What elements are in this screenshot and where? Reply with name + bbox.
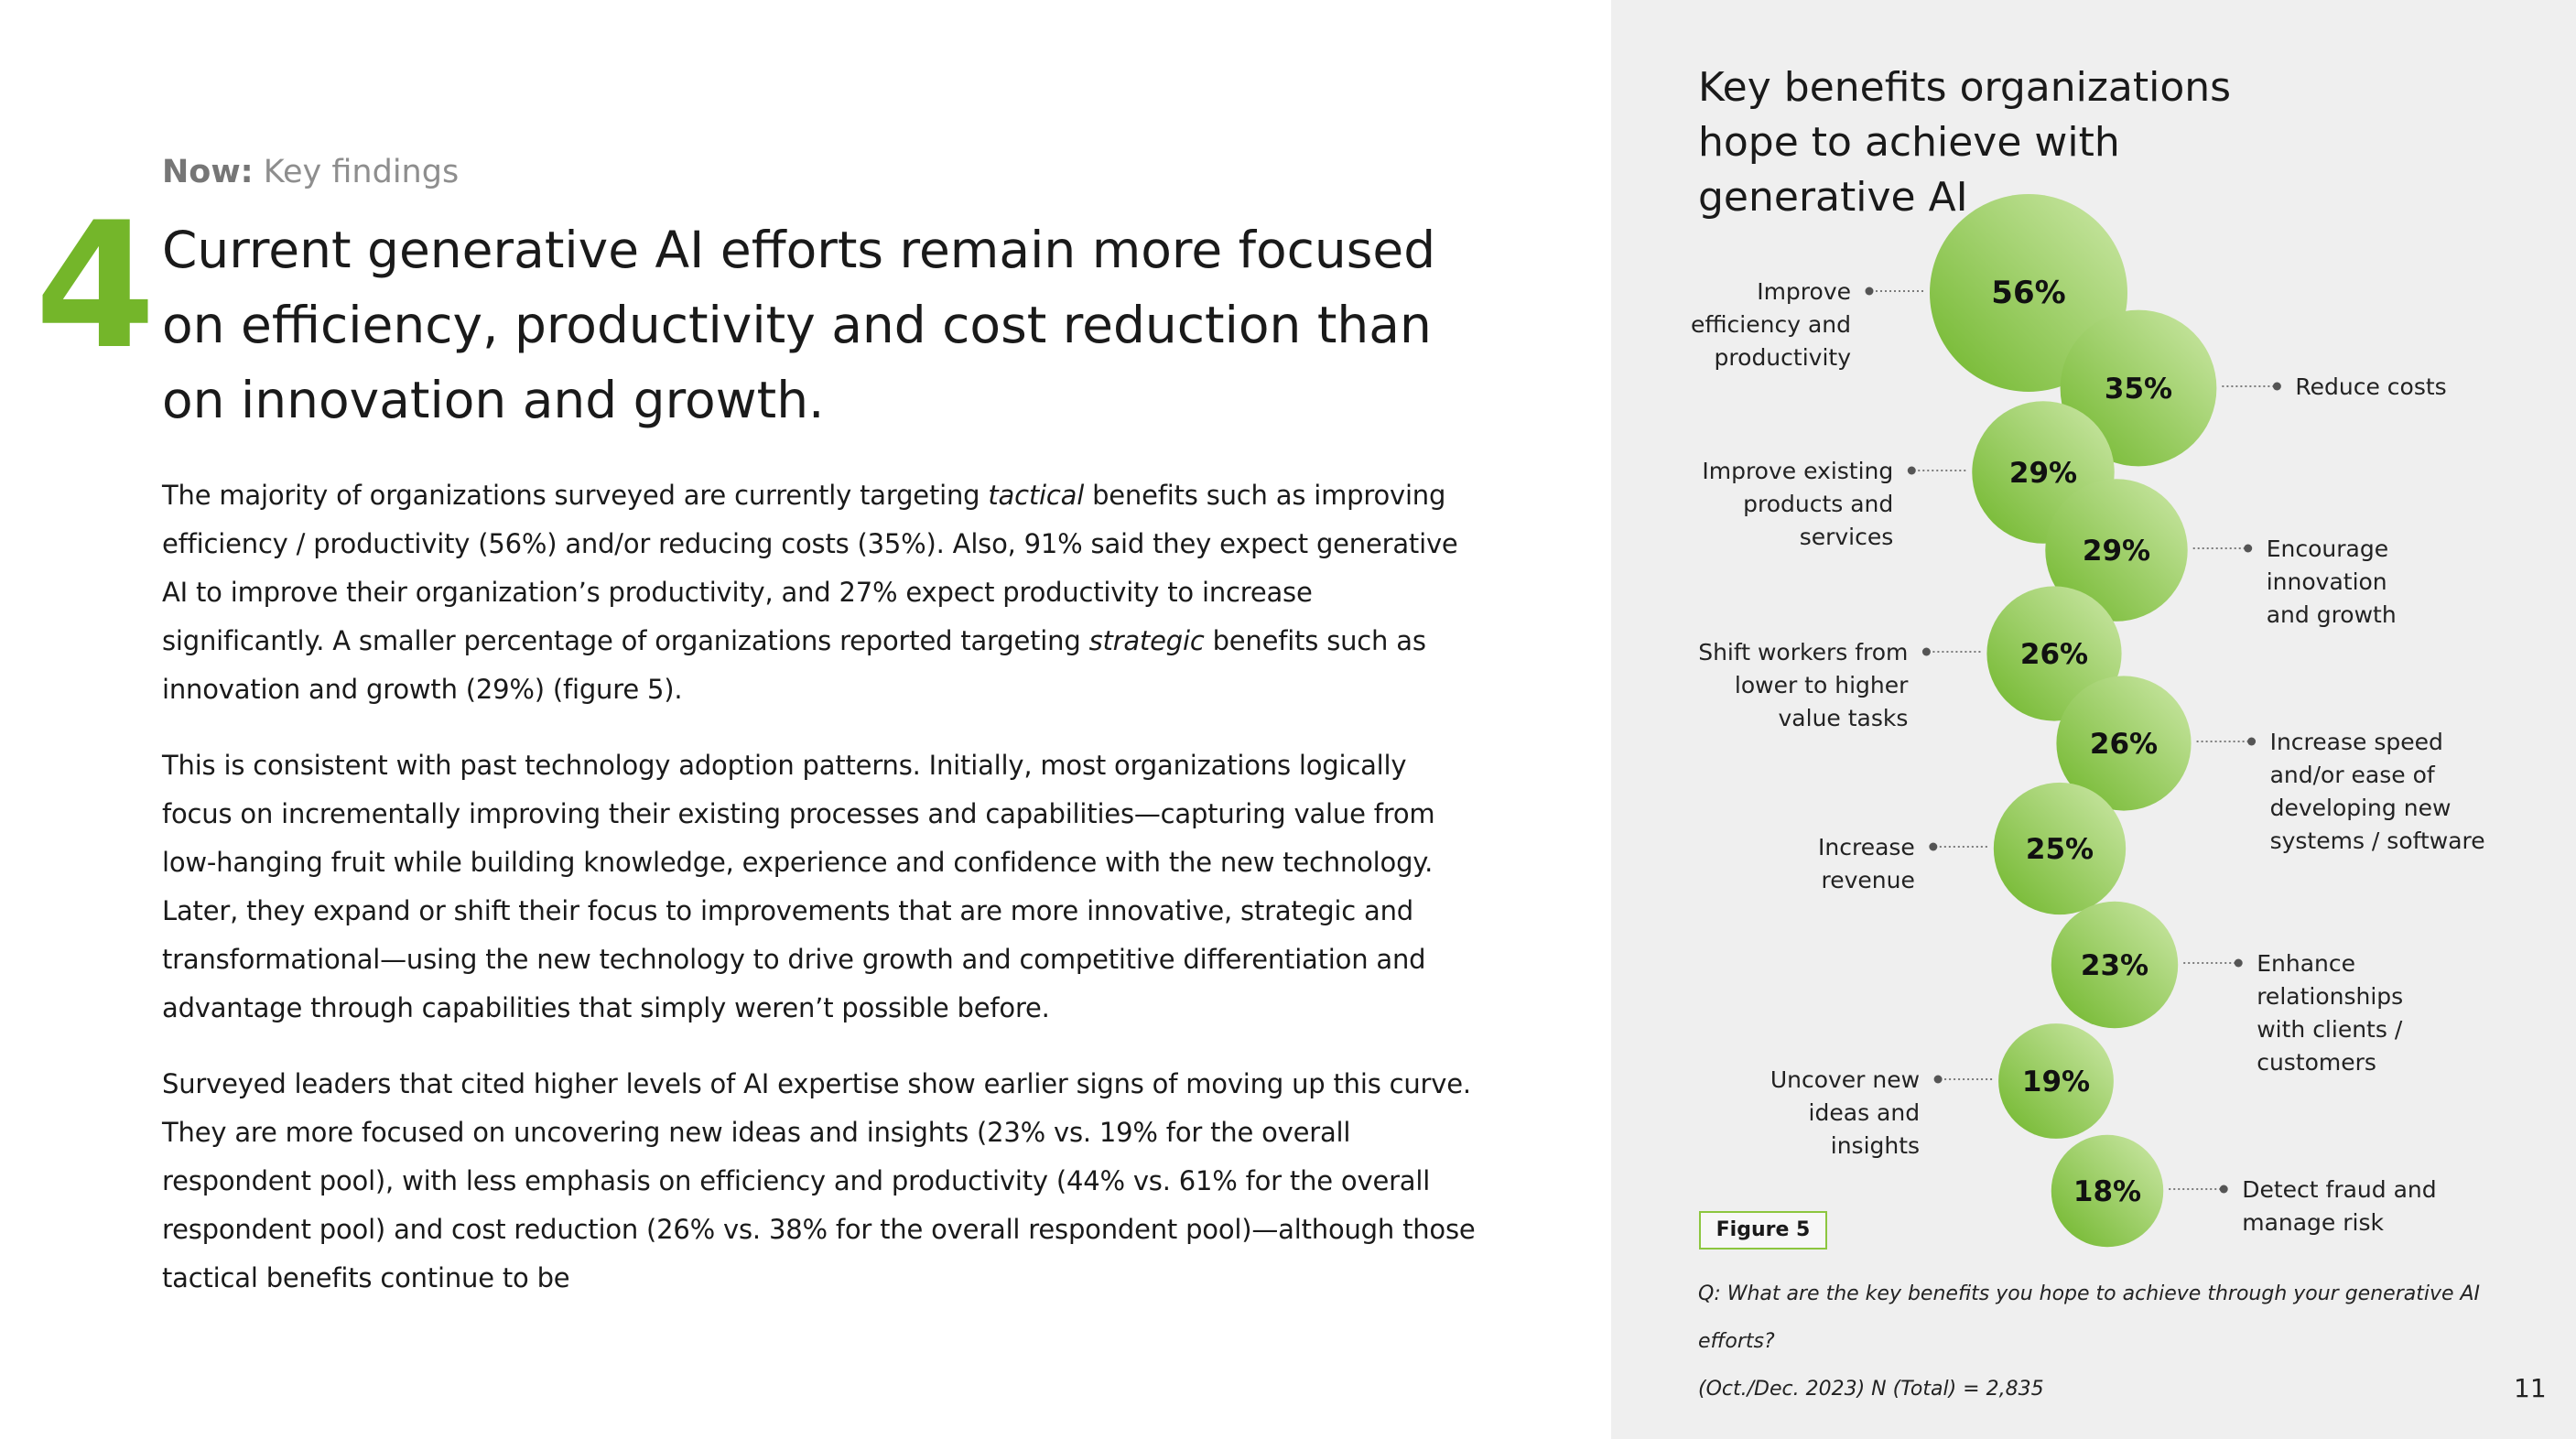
chart-title: Key benefits organizations hope to achieve with generative AI bbox=[1698, 64, 2232, 221]
category-label-5-1: and/or ease of bbox=[2269, 762, 2435, 788]
figure-question: Q: What are the key benefits you hope to achieve through your generative AI efforts? bbox=[1698, 1282, 2481, 1353]
connector-dot-7 bbox=[2235, 959, 2243, 968]
category-label-2-1: products and bbox=[1743, 491, 1894, 517]
p1-text-a: The majority of organizations surveyed are currently targeting bbox=[162, 480, 989, 511]
kicker-text: Key findings bbox=[253, 154, 460, 190]
category-label-4-1: lower to higher bbox=[1734, 672, 1909, 698]
connector-dot-3 bbox=[2244, 545, 2252, 553]
category-label-3-1: innovation bbox=[2266, 568, 2387, 595]
bubble-value-8: 19% bbox=[2021, 1066, 2091, 1098]
finding-number: 4 bbox=[35, 185, 157, 387]
category-label-9-1: manage risk bbox=[2242, 1209, 2384, 1236]
category-label-8-1: ideas and bbox=[1808, 1099, 1921, 1126]
bubble-value-5: 26% bbox=[2089, 728, 2159, 761]
category-label-5-2: developing new bbox=[2269, 795, 2452, 821]
category-label-3-2: and growth bbox=[2266, 601, 2397, 628]
category-label-6-1: revenue bbox=[1821, 867, 1915, 893]
paragraph-3: Surveyed leaders that cited higher levels of AI expertise show earlier signs of moving up this curve. They are more focused on uncovering new ideas and insights (23% vs. 19% for the overall respondent pool), with less emphasis on efficiency and productivity (44% vs. 61% for the overall respondent pool) and cost reduction (26% vs. 38% for the overall respondent pool)—although those tactical benefits continue to be bbox=[162, 1068, 1476, 1293]
category-label-4-0: Shift workers from bbox=[1698, 639, 1909, 665]
bubble-value-3: 29% bbox=[2082, 535, 2151, 568]
category-label-7-3: customers bbox=[2257, 1049, 2376, 1076]
connector-dot-0 bbox=[1866, 287, 1874, 296]
category-label-0-2: productivity bbox=[1714, 344, 1851, 371]
category-label-4-2: value tasks bbox=[1778, 705, 1909, 731]
connector-dot-5 bbox=[2247, 738, 2256, 746]
bubble-value-2: 29% bbox=[2008, 457, 2078, 490]
p1-emphasis-strategic: strategic bbox=[1088, 625, 1205, 656]
category-label-8-2: insights bbox=[1830, 1132, 1921, 1159]
figure-sample: (Oct./Dec. 2023) N (Total) = 2,835 bbox=[1698, 1378, 2044, 1401]
category-label-1-0: Reduce costs bbox=[2295, 373, 2447, 400]
kicker-bold: Now: bbox=[162, 154, 254, 190]
category-label-8-0: Uncover new bbox=[1770, 1066, 1921, 1093]
category-label-7-1: relationships bbox=[2257, 983, 2404, 1010]
bubble-value-0: 56% bbox=[1991, 275, 2066, 311]
connector-dot-4 bbox=[1922, 648, 1931, 656]
bubble-value-6: 25% bbox=[2025, 833, 2094, 866]
category-label-5-3: systems / software bbox=[2269, 828, 2485, 854]
category-label-7-2: with clients / bbox=[2257, 1016, 2403, 1043]
category-label-2-2: services bbox=[1799, 524, 1894, 550]
category-label-0-1: efficiency and bbox=[1691, 311, 1851, 338]
bubble-value-4: 26% bbox=[2019, 638, 2089, 671]
connector-dot-8 bbox=[1934, 1076, 1943, 1084]
category-label-2-0: Improve existing bbox=[1702, 458, 1894, 484]
p1-emphasis-tactical: tactical bbox=[988, 480, 1085, 511]
category-label-3-0: Encourage bbox=[2266, 536, 2389, 562]
bubble-value-9: 18% bbox=[2073, 1175, 2142, 1208]
p1-text-c: benefits such as innovation and growth (29%) (figure 5). bbox=[162, 625, 1426, 705]
page-number: 11 bbox=[2514, 1373, 2547, 1403]
connector-dot-9 bbox=[2220, 1185, 2228, 1194]
category-label-5-0: Increase speed bbox=[2269, 729, 2443, 755]
connector-dot-1 bbox=[2273, 383, 2281, 391]
connector-dot-6 bbox=[1929, 843, 1937, 851]
category-label-9-0: Detect fraud and bbox=[2242, 1176, 2437, 1203]
page-headline: Current generative AI efforts remain more focused on efficiency, productivity and cost reduction than on innovation and growth. bbox=[162, 221, 1436, 429]
bubble-value-1: 35% bbox=[2104, 373, 2173, 406]
paragraph-2: This is consistent with past technology adoption patterns. Initially, most organizations logically focus on incrementally improving their existing processes and capabilities—capturing value from low-hanging fruit while building knowledge, experience and confidence with the new technology. Later, they expand or shift their focus to improvements that are more innovative, strategic and transformational—using the new technology to drive growth and competitive differentiation and advantage through capabilities that simply weren’t possible before. bbox=[162, 750, 1435, 1023]
bubble-value-7: 23% bbox=[2080, 949, 2149, 982]
category-label-0-0: Improve bbox=[1757, 278, 1851, 305]
connector-dot-2 bbox=[1908, 467, 1916, 475]
category-label-6-0: Increase bbox=[1818, 834, 1915, 860]
figure-note bbox=[1698, 1271, 2522, 1413]
p1-text-b: benefits such as improving efficiency / productivity (56%) and/or reducing costs (35%). Also, 91% said they expect generative AI to improve their organization’s productivity, and 27% expect productivity to increase significantly. A smaller percentage of organizations reported targeting bbox=[162, 480, 1458, 656]
category-label-7-0: Enhance bbox=[2257, 950, 2355, 977]
figure-badge: Figure 5 bbox=[1699, 1211, 1827, 1250]
